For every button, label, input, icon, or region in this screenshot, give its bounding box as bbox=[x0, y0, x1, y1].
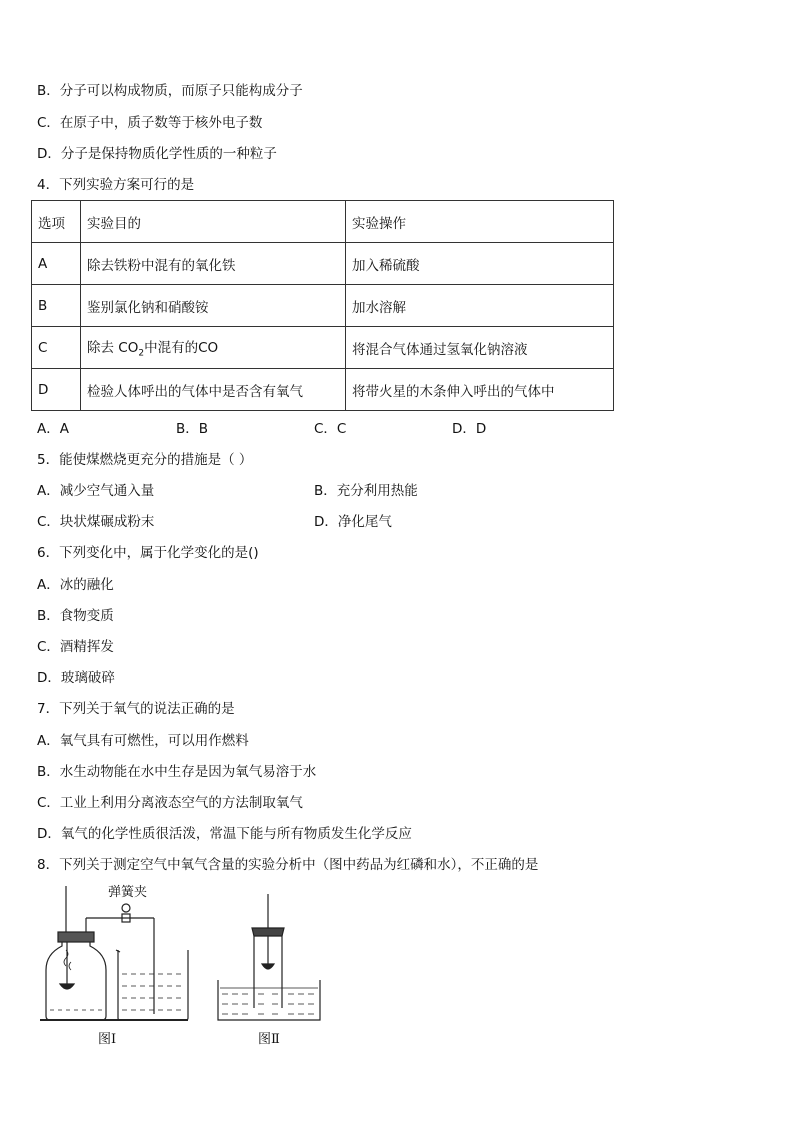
q4-table bbox=[31, 200, 614, 411]
q7-choice-a: A．氧气具有可燃性，可以用作燃料 bbox=[37, 733, 249, 749]
purpose-text: 中混有的CO bbox=[144, 340, 219, 357]
q5-choice-a: A．减少空气通入量 bbox=[37, 483, 155, 499]
figure-2-label: 图Ⅱ bbox=[258, 1032, 280, 1047]
table-cell-option: B bbox=[32, 285, 81, 327]
table-cell-purpose: 鉴别氯化钠和硝酸铵 bbox=[81, 285, 346, 327]
q8-stem: 8．下列关于测定空气中氧气含量的实验分析中（图中药品为红磷和水），不正确的是 bbox=[37, 857, 539, 873]
q4-stem: 4．下列实验方案可行的是 bbox=[37, 177, 195, 193]
table-header-option: 选项 bbox=[32, 201, 81, 243]
q4-choice-d: D．D bbox=[452, 421, 487, 437]
q3-option-b: B．分子可以构成物质，而原子只能构成分子 bbox=[37, 83, 303, 99]
table-row bbox=[32, 327, 614, 369]
q5-choice-d: D．净化尾气 bbox=[314, 514, 392, 530]
table-cell-option: A bbox=[32, 243, 81, 285]
q6-choice-a: A．冰的融化 bbox=[37, 577, 114, 593]
purpose-text: 除去 CO bbox=[87, 340, 139, 357]
table-cell-option: D bbox=[32, 369, 81, 411]
q4-choice-c: C．C bbox=[314, 421, 347, 437]
figure-1-label: 图Ⅰ bbox=[98, 1032, 117, 1047]
q5-choice-b: B．充分利用热能 bbox=[314, 483, 418, 499]
table-row bbox=[32, 369, 614, 411]
q4-choice-a: A．A bbox=[37, 421, 69, 437]
table-cell-purpose: 除去铁粉中混有的氧化铁 bbox=[81, 243, 346, 285]
q4-choice-b: B．B bbox=[176, 421, 209, 437]
table-header-action: 实验操作 bbox=[346, 201, 614, 243]
q7-choice-d: D．氧气的化学性质很活泼，常温下能与所有物质发生化学反应 bbox=[37, 826, 412, 842]
q7-choice-c: C．工业上利用分离液态空气的方法制取氧气 bbox=[37, 795, 303, 811]
q3-option-c: C．在原子中，质子数等于核外电子数 bbox=[37, 115, 263, 131]
table-header-row bbox=[32, 201, 614, 243]
table-cell-action: 加水溶解 bbox=[346, 285, 614, 327]
figure-2-apparatus bbox=[214, 890, 324, 1026]
table-cell-purpose: 检验人体呼出的气体中是否含有氧气 bbox=[81, 369, 346, 411]
q6-choice-d: D．玻璃破碎 bbox=[37, 670, 115, 686]
clamp-label: 弹簧夹 bbox=[108, 885, 148, 900]
q6-stem: 6．下列变化中，属于化学变化的是() bbox=[37, 545, 259, 561]
table-cell-option: C bbox=[32, 327, 81, 369]
q5-choice-c: C．块状煤碾成粉末 bbox=[37, 514, 155, 530]
q3-option-d: D．分子是保持物质化学性质的一种粒子 bbox=[37, 146, 277, 162]
table-cell-action: 将混合气体通过氢氧化钠溶液 bbox=[346, 327, 614, 369]
table-cell-purpose bbox=[81, 327, 346, 369]
table-row bbox=[32, 243, 614, 285]
q6-choice-c: C．酒精挥发 bbox=[37, 639, 114, 655]
table-cell-action: 加入稀硫酸 bbox=[346, 243, 614, 285]
subscript: 2 bbox=[138, 348, 145, 359]
q5-stem: 5．能使煤燃烧更充分的措施是（ ） bbox=[37, 452, 253, 468]
q7-stem: 7．下列关于氧气的说法正确的是 bbox=[37, 701, 235, 717]
table-cell-action: 将带火星的木条伸入呼出的气体中 bbox=[346, 369, 614, 411]
q6-choice-b: B．食物变质 bbox=[37, 608, 114, 624]
table-row bbox=[32, 285, 614, 327]
table-header-purpose: 实验目的 bbox=[81, 201, 346, 243]
q7-choice-b: B．水生动物能在水中生存是因为氧气易溶于水 bbox=[37, 764, 317, 780]
